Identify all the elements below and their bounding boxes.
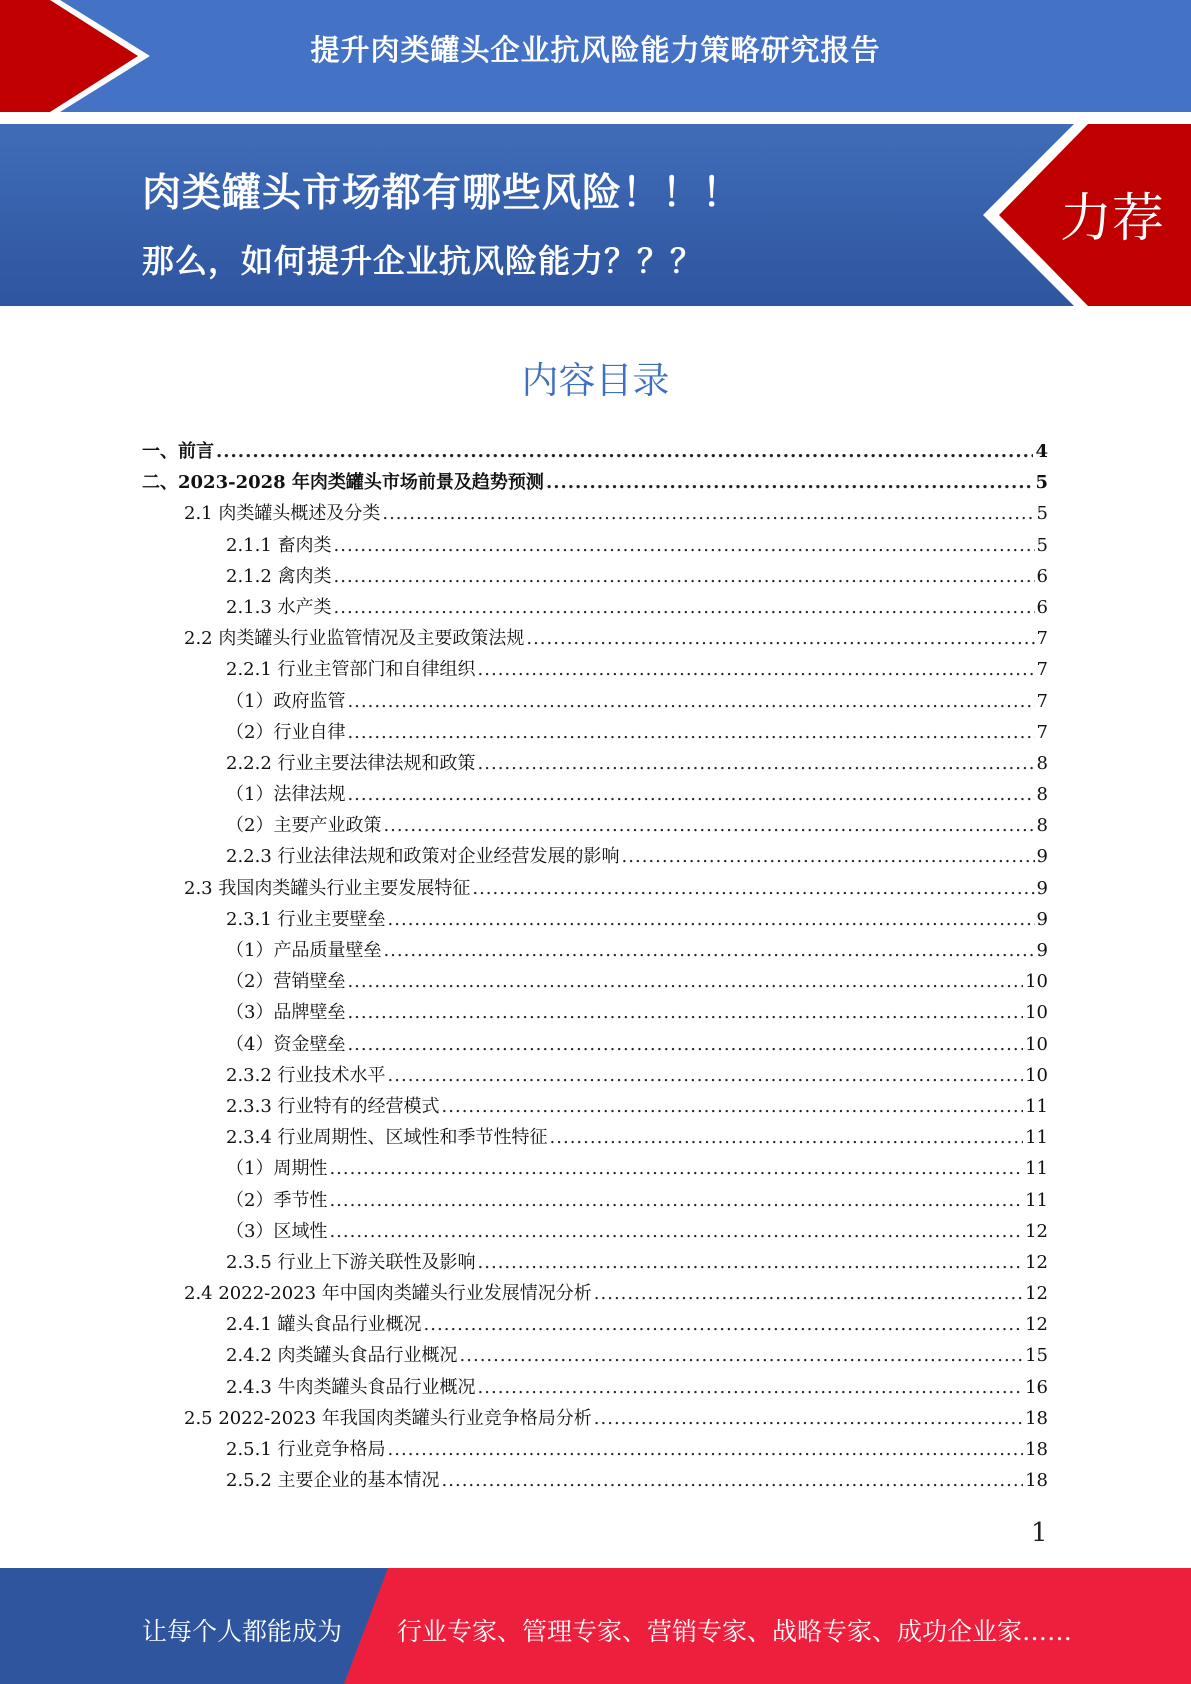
toc-entry-page: 7 bbox=[1036, 721, 1048, 743]
toc-entry[interactable] bbox=[142, 1434, 1048, 1465]
toc-entry[interactable] bbox=[142, 1247, 1048, 1278]
toc-entry[interactable] bbox=[142, 997, 1048, 1028]
toc-entry[interactable] bbox=[142, 467, 1048, 498]
toc-leader-dots bbox=[383, 810, 1034, 841]
toc-entry-label: 2.3 我国肉类罐头行业主要发展特征 bbox=[184, 877, 471, 899]
page-number: 1 bbox=[1031, 1518, 1048, 1548]
toc-leader-dots bbox=[388, 1434, 1024, 1465]
toc-entry-label: （2）季节性 bbox=[226, 1189, 328, 1211]
toc-entry-label: 2.1.3 水产类 bbox=[226, 596, 332, 618]
toc-entry[interactable] bbox=[142, 1029, 1048, 1060]
toc-leader-dots bbox=[334, 561, 1035, 592]
toc-leader-dots bbox=[424, 1309, 1024, 1340]
toc-entry-label: （2）营销壁垒 bbox=[226, 971, 346, 993]
toc-leader-dots bbox=[388, 904, 1035, 935]
toc-entry[interactable] bbox=[142, 1465, 1048, 1496]
toc-leader-dots bbox=[329, 1153, 1023, 1184]
toc-entry[interactable] bbox=[142, 530, 1048, 561]
toc-entry-label: 2.4.1 罐头食品行业概况 bbox=[226, 1314, 422, 1336]
toc-leader-dots bbox=[622, 841, 1035, 872]
toc-leader-dots bbox=[442, 1091, 1024, 1122]
toc-leader-dots bbox=[478, 748, 1035, 779]
toc-leader-dots bbox=[460, 1340, 1024, 1371]
footer-slogan-left: 让每个人都能成为 bbox=[142, 1617, 343, 1646]
toc-entry[interactable] bbox=[142, 1372, 1048, 1403]
toc-entry-label: 2.2.3 行业法律法规和政策对企业经营发展的影响 bbox=[226, 846, 620, 868]
toc-entry-page: 8 bbox=[1036, 784, 1048, 806]
toc-title: 内容目录 bbox=[521, 359, 670, 402]
toc-entry[interactable] bbox=[142, 748, 1048, 779]
toc-entry-page: 16 bbox=[1025, 1376, 1048, 1398]
toc-entry-page: 7 bbox=[1036, 690, 1048, 712]
toc-leader-dots bbox=[388, 1060, 1024, 1091]
toc-entry[interactable] bbox=[142, 1153, 1048, 1184]
toc-leader-dots bbox=[478, 1247, 1024, 1278]
toc-entry[interactable] bbox=[142, 873, 1048, 904]
toc-leader-dots bbox=[382, 498, 1034, 529]
toc-entry-page: 9 bbox=[1036, 940, 1048, 961]
toc-leader-dots bbox=[347, 1029, 1023, 1060]
toc-entry[interactable] bbox=[142, 1216, 1048, 1247]
table-of-contents bbox=[142, 436, 1048, 1496]
toc-entry[interactable] bbox=[142, 841, 1048, 872]
toc-entry-page: 12 bbox=[1025, 1220, 1048, 1242]
toc-leader-dots bbox=[478, 654, 1035, 685]
toc-entry-label: 2.3.2 行业技术水平 bbox=[226, 1064, 386, 1086]
toc-leader-dots bbox=[478, 1372, 1024, 1403]
toc-entry[interactable] bbox=[142, 498, 1048, 529]
toc-entry[interactable] bbox=[142, 1278, 1048, 1309]
toc-entry-label: 2.3.3 行业特有的经营模式 bbox=[226, 1095, 440, 1117]
toc-entry-label: 2.2.1 行业主管部门和自律组织 bbox=[226, 659, 476, 681]
toc-entry[interactable] bbox=[142, 436, 1048, 467]
toc-entry-page: 9 bbox=[1036, 877, 1048, 899]
toc-leader-dots bbox=[347, 686, 1034, 717]
toc-leader-dots bbox=[329, 1185, 1023, 1216]
toc-entry-page: 11 bbox=[1025, 1127, 1048, 1149]
toc-entry[interactable] bbox=[142, 623, 1048, 654]
toc-entry-label: 一、前言 bbox=[142, 441, 214, 462]
toc-entry[interactable] bbox=[142, 1122, 1048, 1153]
toc-leader-dots bbox=[216, 436, 1033, 467]
toc-entry-label: 2.5.1 行业竞争格局 bbox=[226, 1439, 386, 1460]
toc-entry-label: 2.5.2 主要企业的基本情况 bbox=[226, 1470, 440, 1492]
toc-leader-dots bbox=[347, 779, 1034, 810]
toc-entry-label: （3）品牌壁垒 bbox=[226, 1002, 346, 1024]
toc-entry-page: 11 bbox=[1025, 1189, 1048, 1211]
top-banner bbox=[0, 0, 1191, 112]
toc-entry-page: 8 bbox=[1036, 752, 1048, 774]
toc-entry[interactable] bbox=[142, 561, 1048, 592]
toc-entry-page: 18 bbox=[1025, 1439, 1048, 1460]
toc-entry-label: 2.3.4 行业周期性、区域性和季节性特征 bbox=[226, 1127, 548, 1149]
toc-entry-label: （1）产品质量壁垒 bbox=[226, 940, 382, 961]
toc-entry-label: 2.2 肉类罐头行业监管情况及主要政策法规 bbox=[184, 628, 525, 650]
toc-entry-label: （1）法律法规 bbox=[226, 784, 346, 806]
toc-entry-page: 12 bbox=[1025, 1251, 1048, 1273]
toc-entry-page: 7 bbox=[1036, 659, 1048, 681]
toc-entry[interactable] bbox=[142, 686, 1048, 717]
recommend-badge-text: 力荐 bbox=[1060, 189, 1165, 249]
toc-entry[interactable] bbox=[142, 810, 1048, 841]
toc-leader-dots bbox=[334, 592, 1035, 623]
toc-entry-label: 2.1 肉类罐头概述及分类 bbox=[184, 503, 381, 525]
toc-leader-dots bbox=[526, 623, 1034, 654]
toc-entry[interactable] bbox=[142, 966, 1048, 997]
toc-leader-dots bbox=[442, 1465, 1024, 1496]
toc-entry-label: （1）周期性 bbox=[226, 1158, 328, 1180]
footer-banner bbox=[0, 1568, 1191, 1684]
toc-entry-page: 10 bbox=[1025, 1033, 1048, 1055]
toc-entry-label: 2.1.1 畜肉类 bbox=[226, 534, 332, 556]
toc-entry[interactable] bbox=[142, 1185, 1048, 1216]
toc-entry[interactable] bbox=[142, 1091, 1048, 1122]
toc-entry-label: （4）资金壁垒 bbox=[226, 1033, 346, 1055]
toc-entry-label: 2.4.3 牛肉类罐头食品行业概况 bbox=[226, 1376, 476, 1398]
toc-entry[interactable] bbox=[142, 1309, 1048, 1340]
toc-entry[interactable] bbox=[142, 717, 1048, 748]
toc-entry[interactable] bbox=[142, 1340, 1048, 1371]
toc-entry[interactable] bbox=[142, 904, 1048, 935]
toc-entry-page: 10 bbox=[1025, 1064, 1048, 1086]
toc-entry-page: 12 bbox=[1025, 1314, 1048, 1336]
toc-leader-dots bbox=[546, 467, 1034, 498]
toc-entry-label: （2）主要产业政策 bbox=[226, 815, 382, 837]
toc-entry-label: 2.3.1 行业主要壁垒 bbox=[226, 908, 386, 930]
hero-subheadline: 那么，如何提升企业抗风险能力？？？ bbox=[142, 242, 704, 280]
toc-leader-dots bbox=[329, 1216, 1023, 1247]
toc-entry-label: （2）行业自律 bbox=[226, 721, 346, 743]
toc-entry-page: 5 bbox=[1036, 503, 1048, 525]
toc-entry-label: （3）区域性 bbox=[226, 1220, 328, 1242]
toc-entry-page: 8 bbox=[1036, 815, 1048, 837]
toc-entry-page: 5 bbox=[1035, 472, 1048, 494]
toc-leader-dots bbox=[472, 873, 1034, 904]
toc-entry-page: 5 bbox=[1036, 534, 1048, 556]
toc-entry-page: 18 bbox=[1025, 1470, 1048, 1492]
toc-entry-page: 4 bbox=[1035, 441, 1048, 462]
toc-entry-page: 15 bbox=[1025, 1345, 1048, 1367]
toc-entry-page: 10 bbox=[1025, 1002, 1048, 1024]
toc-leader-dots bbox=[550, 1122, 1024, 1153]
toc-entry[interactable] bbox=[142, 779, 1048, 810]
toc-entry-label: （1）政府监管 bbox=[226, 690, 346, 712]
toc-entry[interactable] bbox=[142, 654, 1048, 685]
toc-leader-dots bbox=[334, 530, 1035, 561]
toc-entry-label: 2.5 2022-2023 年我国肉类罐头行业竞争格局分析 bbox=[184, 1407, 592, 1429]
toc-leader-dots bbox=[383, 935, 1034, 966]
toc-entry-page: 6 bbox=[1036, 596, 1048, 618]
toc-entry-page: 9 bbox=[1036, 908, 1048, 930]
toc-entry[interactable] bbox=[142, 1403, 1048, 1434]
toc-entry-label: 2.4 2022-2023 年中国肉类罐头行业发展情况分析 bbox=[184, 1283, 592, 1305]
toc-entry-label: 2.1.2 禽肉类 bbox=[226, 565, 332, 587]
toc-leader-dots bbox=[594, 1278, 1023, 1309]
toc-leader-dots bbox=[347, 717, 1034, 748]
toc-entry-page: 11 bbox=[1025, 1158, 1048, 1180]
toc-leader-dots bbox=[594, 1403, 1023, 1434]
toc-entry-page: 18 bbox=[1025, 1407, 1048, 1429]
footer-slogan-right: 行业专家、管理专家、营销专家、战略专家、成功企业家…… bbox=[397, 1617, 1073, 1646]
toc-entry-page: 9 bbox=[1036, 846, 1048, 868]
hero-banner bbox=[0, 124, 1191, 306]
toc-entry-page: 11 bbox=[1025, 1095, 1048, 1117]
toc-entry-page: 12 bbox=[1025, 1283, 1048, 1305]
toc-leader-dots bbox=[347, 966, 1023, 997]
hero-headline: 肉类罐头市场都有哪些风险！！！ bbox=[142, 171, 743, 216]
toc-entry-label: 2.2.2 行业主要法律法规和政策 bbox=[226, 752, 476, 774]
report-title: 提升肉类罐头企业抗风险能力策略研究报告 bbox=[310, 33, 881, 67]
toc-entry-page: 6 bbox=[1036, 565, 1048, 587]
toc-entry-label: 2.4.2 肉类罐头食品行业概况 bbox=[226, 1345, 458, 1367]
toc-entry-page: 10 bbox=[1025, 971, 1048, 993]
toc-leader-dots bbox=[347, 997, 1023, 1028]
toc-entry[interactable] bbox=[142, 1060, 1048, 1091]
toc-entry[interactable] bbox=[142, 592, 1048, 623]
toc-entry-label: 2.3.5 行业上下游关联性及影响 bbox=[226, 1251, 476, 1273]
toc-entry-label: 二、2023-2028 年肉类罐头市场前景及趋势预测 bbox=[142, 472, 544, 494]
toc-entry[interactable] bbox=[142, 935, 1048, 966]
toc-entry-page: 7 bbox=[1036, 628, 1048, 650]
